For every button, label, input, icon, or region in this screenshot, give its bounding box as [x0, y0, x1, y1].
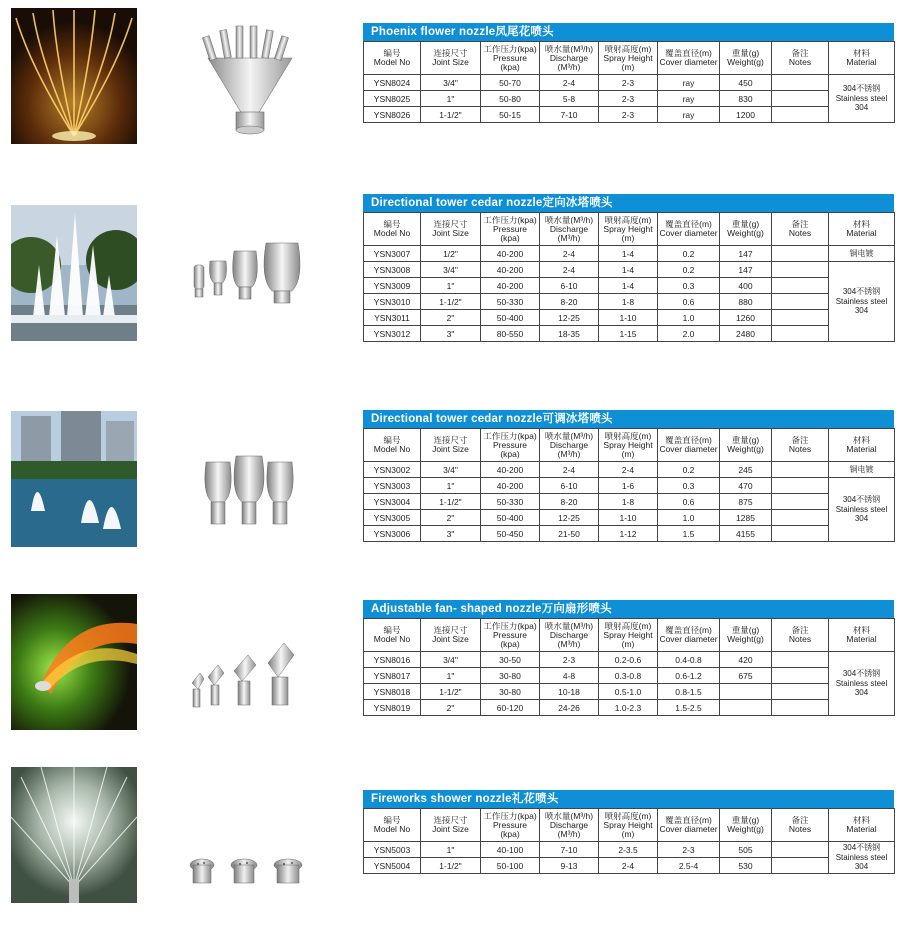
cell-notes [772, 91, 829, 107]
cell-weight: 420 [720, 652, 772, 668]
cell-pressure: 30-80 [481, 684, 540, 700]
spec-table-container [363, 600, 894, 716]
cell-notes [772, 842, 829, 858]
spec-table [363, 808, 895, 874]
cell-cover: 2.0 [658, 326, 720, 342]
header-material: 材料 Material [829, 213, 895, 246]
header-discharge: 喷水量(M³/h) Discharge (M³/h) [540, 213, 599, 246]
product-adjustable-cedar-nozzles [180, 430, 320, 566]
cell-model: YSN3011 [364, 310, 421, 326]
cell-joint: 1-1/2" [421, 294, 481, 310]
header-notes: 备注 Notes [772, 619, 829, 652]
cell-joint: 2" [421, 310, 481, 326]
cell-discharge: 2-4 [540, 262, 599, 278]
cell-model: YSN5003 [364, 842, 421, 858]
header-spray-height: 喷射高度(m) Spray Height (m) [599, 213, 658, 246]
header-material: 材料 Material [829, 42, 895, 75]
table-row [364, 700, 895, 716]
cell-cover: 0.6 [658, 494, 720, 510]
cell-discharge: 2-3 [540, 652, 599, 668]
fountain-photo-fireworks [11, 767, 137, 903]
cell-joint: 1" [421, 91, 481, 107]
header-model: 编号 Model No [364, 619, 421, 652]
cell-model: YSN8025 [364, 91, 421, 107]
cell-discharge: 7-10 [540, 842, 599, 858]
cell-discharge: 24-26 [540, 700, 599, 716]
cell-joint: 1" [421, 668, 481, 684]
cell-weight: 1285 [720, 510, 772, 526]
product-tower-cedar-nozzles [180, 205, 320, 341]
cell-cover: 0.2 [658, 246, 720, 262]
cell-pressure: 60-120 [481, 700, 540, 716]
cell-discharge: 6-10 [540, 478, 599, 494]
header-cover-diameter: 覆盖直径(m) Cover diameter [658, 619, 720, 652]
cell-pressure: 40-200 [481, 478, 540, 494]
table-header [364, 213, 895, 246]
cell-cover: 0.3 [658, 278, 720, 294]
cell-notes [772, 462, 829, 478]
cell-pressure: 40-200 [481, 462, 540, 478]
header-weight: 重量(g) Weight(g) [720, 619, 772, 652]
cell-weight: 530 [720, 858, 772, 874]
table-header [364, 619, 895, 652]
cell-notes [772, 526, 829, 542]
cell-weight: 147 [720, 262, 772, 278]
cell-material: 304不锈钢 Stainless steel 304 [829, 262, 895, 342]
cell-joint: 3" [421, 526, 481, 542]
cell-notes [772, 494, 829, 510]
table-row [364, 294, 895, 310]
cell-model: YSN8026 [364, 107, 421, 123]
cell-weight: 4155 [720, 526, 772, 542]
header-joint-size: 连接尺寸 Joint Size [421, 42, 481, 75]
header-joint-size: 连接尺寸 Joint Size [421, 429, 481, 462]
cell-cover: 0.3 [658, 478, 720, 494]
cell-model: YSN8017 [364, 668, 421, 684]
cell-notes [772, 700, 829, 716]
fountain-photo-fan [11, 594, 137, 730]
table-row [364, 668, 895, 684]
cell-pressure: 40-200 [481, 246, 540, 262]
cell-weight: 245 [720, 462, 772, 478]
cell-pressure: 50-100 [481, 858, 540, 874]
header-notes: 备注 Notes [772, 213, 829, 246]
cell-pressure: 40-100 [481, 842, 540, 858]
table-header [364, 429, 895, 462]
cell-height: 2-3 [599, 107, 658, 123]
spec-table-container [363, 410, 894, 542]
cell-model: YSN3009 [364, 278, 421, 294]
cell-material: 304不锈钢 Stainless steel 304 [829, 842, 895, 874]
cell-cover: ray [658, 75, 720, 91]
cell-model: YSN3004 [364, 494, 421, 510]
cell-model: YSN3008 [364, 262, 421, 278]
cell-material: 304不锈钢 Stainless steel 304 [829, 652, 895, 716]
cell-notes [772, 668, 829, 684]
spec-table [363, 618, 895, 716]
table-row [364, 526, 895, 542]
table-row [364, 842, 895, 858]
cell-weight: 147 [720, 246, 772, 262]
spec-table [363, 428, 895, 542]
cell-height: 1-4 [599, 262, 658, 278]
cell-model: YSN8024 [364, 75, 421, 91]
cell-height: 1-6 [599, 478, 658, 494]
header-weight: 重量(g) Weight(g) [720, 213, 772, 246]
cell-pressure: 30-50 [481, 652, 540, 668]
cell-cover: 2.5-4 [658, 858, 720, 874]
cell-material: 304不锈钢 Stainless steel 304 [829, 478, 895, 542]
header-discharge: 喷水量(M³/h) Discharge (M³/h) [540, 809, 599, 842]
cell-joint: 2" [421, 510, 481, 526]
table-row [364, 107, 895, 123]
header-weight: 重量(g) Weight(g) [720, 42, 772, 75]
table-header [364, 42, 895, 75]
cell-discharge: 12-25 [540, 510, 599, 526]
cell-weight: 830 [720, 91, 772, 107]
header-model: 编号 Model No [364, 213, 421, 246]
cell-pressure: 80-550 [481, 326, 540, 342]
cell-pressure: 50-330 [481, 494, 540, 510]
cell-notes [772, 294, 829, 310]
cell-model: YSN3012 [364, 326, 421, 342]
cell-height: 1-12 [599, 526, 658, 542]
cell-joint: 3/4" [421, 262, 481, 278]
cell-notes [772, 75, 829, 91]
cell-weight: 470 [720, 478, 772, 494]
header-material: 材料 Material [829, 429, 895, 462]
cell-cover: 0.4-0.8 [658, 652, 720, 668]
product-phoenix-nozzle [180, 8, 320, 144]
cell-cover: 0.6 [658, 294, 720, 310]
table-row [364, 652, 895, 668]
cell-discharge: 9-13 [540, 858, 599, 874]
table-header [364, 809, 895, 842]
table-row [364, 91, 895, 107]
cell-discharge: 8-20 [540, 494, 599, 510]
cell-cover: 0.2 [658, 262, 720, 278]
cell-height: 2-3 [599, 75, 658, 91]
cell-notes [772, 310, 829, 326]
cell-model: YSN8016 [364, 652, 421, 668]
cell-discharge: 18-35 [540, 326, 599, 342]
header-pressure: 工作压力(kpa) Pressure (kpa) [481, 809, 540, 842]
cell-notes [772, 478, 829, 494]
cell-model: YSN8018 [364, 684, 421, 700]
cell-weight: 875 [720, 494, 772, 510]
header-spray-height: 喷射高度(m) Spray Height (m) [599, 42, 658, 75]
spec-table-container [363, 23, 894, 123]
table-row [364, 494, 895, 510]
cell-discharge: 5-8 [540, 91, 599, 107]
header-joint-size: 连接尺寸 Joint Size [421, 619, 481, 652]
header-discharge: 喷水量(M³/h) Discharge (M³/h) [540, 42, 599, 75]
cell-cover: ray [658, 107, 720, 123]
header-cover-diameter: 覆盖直径(m) Cover diameter [658, 809, 720, 842]
cell-weight: 2480 [720, 326, 772, 342]
cell-notes [772, 858, 829, 874]
cell-pressure: 40-200 [481, 278, 540, 294]
cell-cover: 1.0 [658, 510, 720, 526]
cell-model: YSN3006 [364, 526, 421, 542]
cell-height: 1-4 [599, 278, 658, 294]
header-discharge: 喷水量(M³/h) Discharge (M³/h) [540, 619, 599, 652]
header-model: 编号 Model No [364, 42, 421, 75]
cell-weight: 400 [720, 278, 772, 294]
header-spray-height: 喷射高度(m) Spray Height (m) [599, 809, 658, 842]
cell-height: 2-3 [599, 91, 658, 107]
header-cover-diameter: 覆盖直径(m) Cover diameter [658, 42, 720, 75]
cell-model: YSN3007 [364, 246, 421, 262]
cell-height: 1-10 [599, 310, 658, 326]
fountain-photo-adjustable-cedar [11, 411, 137, 547]
cell-cover: 0.2 [658, 462, 720, 478]
cell-notes [772, 107, 829, 123]
table-row [364, 684, 895, 700]
cell-weight: 505 [720, 842, 772, 858]
cell-notes [772, 510, 829, 526]
cell-pressure: 50-15 [481, 107, 540, 123]
cell-notes [772, 684, 829, 700]
header-pressure: 工作压力(kpa) Pressure (kpa) [481, 213, 540, 246]
cell-joint: 1/2" [421, 246, 481, 262]
header-cover-diameter: 覆盖直径(m) Cover diameter [658, 429, 720, 462]
cell-pressure: 50-80 [481, 91, 540, 107]
table-row [364, 326, 895, 342]
cell-cover: 0.6-1.2 [658, 668, 720, 684]
cell-height: 0.2-0.6 [599, 652, 658, 668]
cell-discharge: 10-18 [540, 684, 599, 700]
section-title: Directional tower cedar nozzle定向冰塔喷头 [363, 194, 894, 212]
table-row [364, 262, 895, 278]
cell-height: 1-4 [599, 246, 658, 262]
spec-table-container [363, 194, 894, 342]
header-material: 材料 Material [829, 619, 895, 652]
cell-notes [772, 326, 829, 342]
cell-height: 2-4 [599, 858, 658, 874]
cell-model: YSN3002 [364, 462, 421, 478]
cell-discharge: 4-8 [540, 668, 599, 684]
cell-material: 铜电镀 [829, 462, 895, 478]
cell-joint: 3/4" [421, 462, 481, 478]
cell-height: 2-4 [599, 462, 658, 478]
header-notes: 备注 Notes [772, 809, 829, 842]
cell-joint: 1" [421, 478, 481, 494]
header-joint-size: 连接尺寸 Joint Size [421, 809, 481, 842]
cell-notes [772, 652, 829, 668]
cell-notes [772, 262, 829, 278]
cell-pressure: 50-400 [481, 510, 540, 526]
cell-discharge: 21-50 [540, 526, 599, 542]
header-model: 编号 Model No [364, 809, 421, 842]
cell-notes [772, 246, 829, 262]
header-pressure: 工作压力(kpa) Pressure (kpa) [481, 42, 540, 75]
cell-joint: 3/4" [421, 75, 481, 91]
header-pressure: 工作压力(kpa) Pressure (kpa) [481, 619, 540, 652]
cell-height: 2-3.5 [599, 842, 658, 858]
cell-height: 1-8 [599, 294, 658, 310]
cell-discharge: 8-20 [540, 294, 599, 310]
product-fan-nozzles [180, 615, 320, 751]
cell-joint: 3/4" [421, 652, 481, 668]
cell-joint: 1" [421, 842, 481, 858]
cell-weight: 880 [720, 294, 772, 310]
table-row [364, 310, 895, 326]
section-title: Adjustable fan- shaped nozzle万向扇形喷头 [363, 600, 894, 618]
cell-height: 0.3-0.8 [599, 668, 658, 684]
cell-height: 1.0-2.3 [599, 700, 658, 716]
product-fireworks-nozzles [180, 805, 320, 941]
cell-weight: 1260 [720, 310, 772, 326]
cell-cover: 1.0 [658, 310, 720, 326]
header-model: 编号 Model No [364, 429, 421, 462]
header-spray-height: 喷射高度(m) Spray Height (m) [599, 619, 658, 652]
cell-model: YSN3003 [364, 478, 421, 494]
cell-joint: 2" [421, 700, 481, 716]
cell-discharge: 2-4 [540, 246, 599, 262]
cell-pressure: 50-450 [481, 526, 540, 542]
header-weight: 重量(g) Weight(g) [720, 809, 772, 842]
table-row [364, 478, 895, 494]
section-title: Directional tower cedar nozzle可调冰塔喷头 [363, 410, 894, 428]
cell-discharge: 7-10 [540, 107, 599, 123]
cell-cover: ray [658, 91, 720, 107]
spec-table [363, 212, 895, 342]
cell-joint: 1" [421, 278, 481, 294]
cell-weight [720, 684, 772, 700]
cell-height: 1-8 [599, 494, 658, 510]
cell-height: 1-15 [599, 326, 658, 342]
cell-weight [720, 700, 772, 716]
fountain-photo-tower-cedar [11, 205, 137, 341]
cell-cover: 1.5-2.5 [658, 700, 720, 716]
cell-joint: 1-1/2" [421, 107, 481, 123]
header-notes: 备注 Notes [772, 42, 829, 75]
cell-weight: 675 [720, 668, 772, 684]
cell-joint: 1-1/2" [421, 494, 481, 510]
table-row [364, 75, 895, 91]
cell-model: YSN5004 [364, 858, 421, 874]
section-title: Phoenix flower nozzle凤尾花喷头 [363, 23, 894, 41]
cell-height: 0.5-1.0 [599, 684, 658, 700]
fountain-photo-phoenix [11, 8, 137, 144]
cell-cover: 1.5 [658, 526, 720, 542]
table-row [364, 858, 895, 874]
cell-joint: 1-1/2" [421, 858, 481, 874]
table-row [364, 462, 895, 478]
cell-joint: 3" [421, 326, 481, 342]
cell-notes [772, 278, 829, 294]
cell-pressure: 40-200 [481, 262, 540, 278]
header-weight: 重量(g) Weight(g) [720, 429, 772, 462]
cell-material: 304不锈钢 Stainless steel 304 [829, 75, 895, 123]
cell-discharge: 2-4 [540, 462, 599, 478]
cell-pressure: 30-80 [481, 668, 540, 684]
spec-table [363, 41, 895, 123]
cell-weight: 1200 [720, 107, 772, 123]
header-notes: 备注 Notes [772, 429, 829, 462]
spec-table-container [363, 790, 894, 874]
section-title: Fireworks shower nozzle礼花喷头 [363, 790, 894, 808]
header-spray-height: 喷射高度(m) Spray Height (m) [599, 429, 658, 462]
cell-pressure: 50-330 [481, 294, 540, 310]
table-row [364, 246, 895, 262]
table-row [364, 278, 895, 294]
cell-discharge: 6-10 [540, 278, 599, 294]
header-joint-size: 连接尺寸 Joint Size [421, 213, 481, 246]
cell-weight: 450 [720, 75, 772, 91]
header-pressure: 工作压力(kpa) Pressure (kpa) [481, 429, 540, 462]
cell-model: YSN3005 [364, 510, 421, 526]
cell-model: YSN8019 [364, 700, 421, 716]
cell-cover: 2-3 [658, 842, 720, 858]
cell-cover: 0.8-1.5 [658, 684, 720, 700]
cell-pressure: 50-70 [481, 75, 540, 91]
cell-height: 1-10 [599, 510, 658, 526]
cell-material: 铜电镀 [829, 246, 895, 262]
cell-joint: 1-1/2" [421, 684, 481, 700]
cell-pressure: 50-400 [481, 310, 540, 326]
header-material: 材料 Material [829, 809, 895, 842]
table-row [364, 510, 895, 526]
header-discharge: 喷水量(M³/h) Discharge (M³/h) [540, 429, 599, 462]
cell-model: YSN3010 [364, 294, 421, 310]
cell-discharge: 2-4 [540, 75, 599, 91]
header-cover-diameter: 覆盖直径(m) Cover diameter [658, 213, 720, 246]
cell-discharge: 12-25 [540, 310, 599, 326]
